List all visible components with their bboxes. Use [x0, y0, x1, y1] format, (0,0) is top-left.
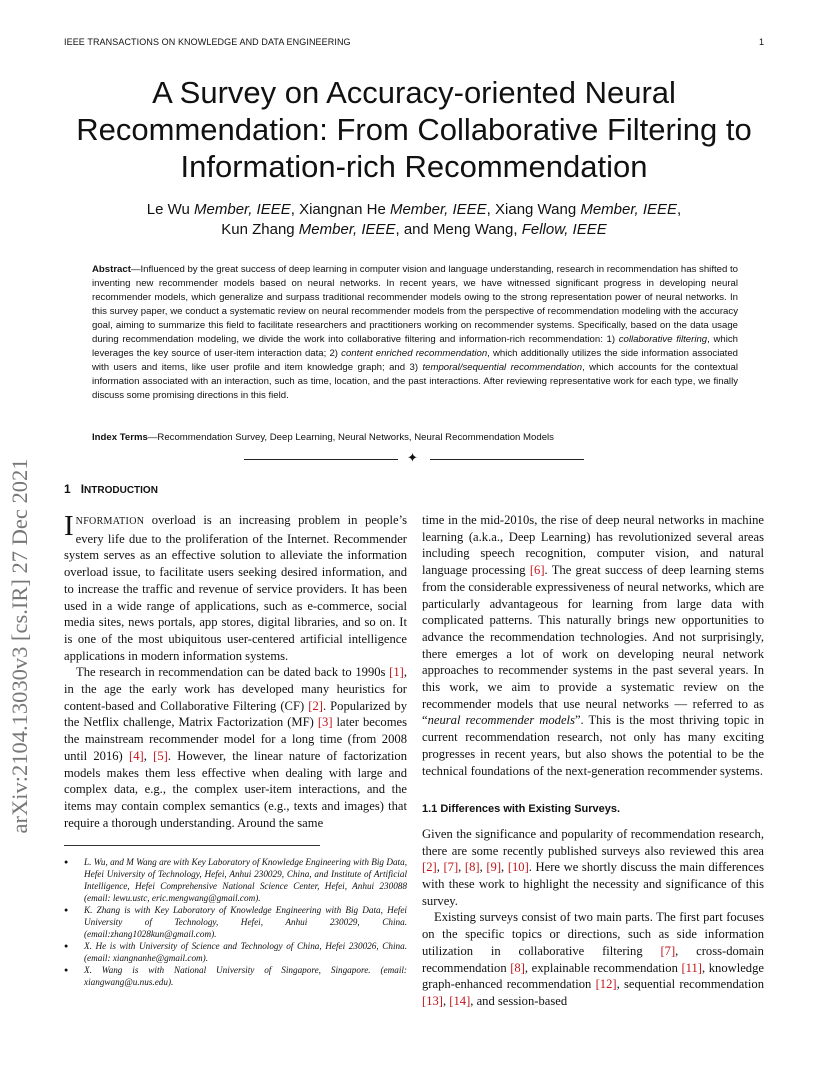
author-name: Xiang Wang: [495, 201, 581, 218]
paragraph: [422, 826, 764, 910]
paragraph: [64, 512, 407, 664]
paragraph-text: . However, the linear nature of factorization models makes them less effective when dealing with large and complex data, e.g., the complex user-item interactions, and the items may contain complex semantics (e.g., texts and images) that require a thorough understanding. Around the same: [64, 748, 408, 830]
paragraph-text: , cross-domain recommendation: [422, 943, 764, 975]
citation-link[interactable]: [7]: [443, 860, 459, 875]
author-list: Le Wu Member, IEEE, Xiangnan He Member, IEEE, Xiang Wang Member, IEEE, Kun Zhang Member, IEEE, and Meng Wang, Fellow, IEEE: [146, 201, 682, 238]
author-role: Member, IEEE: [389, 201, 487, 218]
citation-link[interactable]: [8]: [510, 960, 525, 975]
author-name: Kun Zhang: [221, 221, 299, 238]
citation-link[interactable]: [3]: [317, 715, 333, 730]
abstract-text: —Influenced by the great success of deep learning in computer vision and language understanding, research in recommendation has shifted to inventing new recommender models based on neural networks. In recent years, we have witnessed significant progress in developing neural recommender models, which generalize and surpass traditional recommender models owing to the strong representation power of neural networks. In this survey paper, we conduct a systematic review on neural recommender models from the perspective of recommendation modeling with the accuracy goal, aiming to summarize this field to facilitate researchers and practitioners working on recommender systems. Specifically, based on the data usage during recommendation modeling, we divide the work into collaborative filtering and information-rich recommendation: 1): [92, 264, 738, 345]
author-name: and Meng Wang,: [403, 221, 522, 238]
paragraph-text: Existing surveys consist of two main parts. The first part focuses on the specific topics or directions, such as side information utilization in collaborative filtering: [422, 910, 764, 958]
smallcaps-lead: NFORMATION: [75, 516, 145, 527]
paragraph: [422, 909, 764, 1009]
footnote-item: ● L. Wu, and M Wang are with Key Laboratory of Knowledge Engineering with Big Data, Hefei University of Technology, Hefei, Anhui 230029, China, and Institute of Artificial Intelligence, Hefei Comprehensive National Science Center, Hefei, Anhui 230088 (email: lewu.ustc, eric.mengwang@gmail.com).: [64, 856, 407, 904]
index-terms-label: Index Terms: [92, 432, 148, 443]
paragraph-text: ,: [442, 993, 450, 1008]
section-number: 1: [64, 482, 71, 496]
author-name: Xiangnan He: [299, 201, 390, 218]
abstract-emphasis: collaborative filtering: [618, 334, 708, 345]
citation-link[interactable]: [6]: [529, 563, 545, 578]
section-title: I: [80, 482, 85, 496]
paragraph: [422, 512, 764, 779]
paragraph-text: The research in recommendation can be dated back to 1990s: [76, 665, 390, 680]
citation-link[interactable]: [1]: [389, 665, 404, 680]
paragraph-text: Given the significance and popularity of recommendation research, there are some recently published surveys also reviewed this area: [422, 826, 764, 858]
citation-link[interactable]: [7]: [660, 943, 676, 958]
emphasis-text: neural recommender models: [427, 713, 575, 728]
paragraph-text: ,: [436, 860, 444, 875]
separator-line: [430, 459, 584, 460]
footnote-item: ● X. Wang is with National University of Singapore, Singapore. (email: xiangwang@u.nus.edu).: [64, 964, 407, 988]
citation-link[interactable]: [9]: [486, 860, 502, 875]
paragraph-text: . Popularized by the Netflix challenge, Matrix Factorization (MF): [64, 698, 407, 730]
citation-link[interactable]: [4]: [129, 748, 144, 763]
abstract-text: , which leverages the key source of user-item interaction data; 2): [92, 334, 738, 359]
subsection-heading: 1.1 Differences with Existing Surveys.: [422, 803, 621, 816]
section-title: NTRODUCTION: [84, 485, 158, 496]
citation-link[interactable]: [8]: [464, 860, 480, 875]
footnote-item: ● K. Zhang is with Key Laboratory of Knowledge Engineering with Big Data, Hefei University of Technology, Hefei, Anhui 230029, China.(email:zhang1028kun@gmail.com).: [64, 904, 407, 940]
paragraph-text: time in the mid-2010s, the rise of deep neural networks in machine learning (a.k.a., Deep Learning) has revolutionized several areas including speech recognition, computer vision, and natural language processing: [422, 513, 764, 578]
author-role: Member, IEEE: [298, 221, 396, 238]
separator-star-icon: ✦: [407, 450, 418, 465]
footnote-rule: [64, 845, 320, 846]
abstract-text: , which accounts for the contextual information associated with an interaction, such as time, location, and the past interactions. After reviewing representative work for each type, we finally discuss some promising directions in this field.: [92, 362, 738, 401]
dropcap: I: [64, 510, 74, 542]
paragraph-text: , sequential recommendation: [616, 977, 764, 992]
paragraph-text: overload is an increasing problem in people’s every life due to the proliferation of the Internet. Recommender system serves as an effective solution to alleviate the information overload issue, to facilitate users seeking desired information, and to increase the traffic and revenue of service providers. It has been used in a wide range of applications, such as e-commerce, social media sites, news portals, app stores, digital libraries, and so on. It is one of the most ubiquitous user-centered artificial intelligence applications in modern information systems.: [64, 513, 407, 663]
paper-title: A Survey on Accuracy-oriented Neural Recommendation: From Collaborative Filtering to Information-rich Recommendation: [76, 75, 752, 184]
arxiv-stamp-text: arXiv:2104.13030v3 [cs.IR] 27 Dec 2021: [7, 458, 32, 834]
citation-link[interactable]: [2]: [308, 698, 323, 713]
footnotes: [64, 856, 407, 988]
section-heading-introduction: [64, 482, 158, 496]
paragraph-text: , in the age the early work has developed many heuristics for content-based and Collaborative Filtering (CF): [64, 665, 407, 713]
right-column: [422, 512, 764, 1010]
citation-link[interactable]: [10]: [507, 860, 529, 875]
author-role: Fellow, IEEE: [521, 221, 607, 238]
author-role: Member, IEEE: [580, 201, 678, 218]
left-column: [64, 512, 407, 831]
paragraph-text: ,: [479, 860, 487, 875]
separator-line: [244, 459, 398, 460]
running-header: IEEE TRANSACTIONS ON KNOWLEDGE AND DATA ENGINEERING: [64, 37, 351, 47]
paragraph: [64, 664, 407, 831]
citation-link[interactable]: [2]: [422, 860, 437, 875]
paragraph-text: , explainable recommendation: [524, 960, 682, 975]
author-name: Le Wu: [146, 201, 195, 218]
paragraph-text: ,: [458, 860, 465, 875]
index-terms-text: —Recommendation Survey, Deep Learning, Neural Networks, Neural Recommendation Models: [147, 432, 554, 443]
citation-link[interactable]: [5]: [153, 748, 168, 763]
paragraph-text: ”. This is the most thriving topic in current recommendation research, not only has many exciting progresses in recent years, but also shows the potential to be the technical foundations of the next-generation recommender systems.: [422, 713, 764, 778]
paragraph-text: , and session-based: [470, 993, 568, 1008]
abstract: [92, 263, 738, 403]
paragraph-text: later becomes the mainstream recommender model for a long time (from 2008 until 2016): [64, 715, 408, 763]
section-separator: [244, 452, 584, 466]
paragraph-text: . The great success of deep learning stems from the considerable expressiveness of neural networks, which are particularly advantageous for learning from large data with complicated patterns. This naturally brings new opportunities to advance the recommendation technologies. And not surprisingly, there emerges a lot of work on developing neural network approaches to recommender systems in the past several years. In this work, we aim to provide a systematic review on the recommender models that use neural networks — referred to as “: [422, 563, 764, 728]
abstract-label: Abstract: [92, 264, 131, 275]
paragraph-text: , knowledge graph-enhanced recommendation: [422, 960, 764, 992]
paragraph-text: . Here we shortly discuss the main differences with these work to highlight the necessity and significance of this survey.: [422, 860, 765, 908]
paragraph-text: ,: [143, 748, 154, 763]
paragraph-text: ,: [501, 860, 508, 875]
abstract-emphasis: content enriched recommendation: [341, 348, 488, 359]
citation-link[interactable]: [14]: [449, 993, 471, 1008]
citation-link[interactable]: [11]: [681, 960, 702, 975]
abstract-text: , which additionally utilizes the side information associated with users and items, like user profile and item knowledge graph; and 3): [92, 348, 739, 373]
index-terms: [92, 431, 738, 445]
author-role: Member, IEEE: [194, 201, 291, 218]
citation-link[interactable]: [12]: [595, 977, 617, 992]
page-number: 1: [758, 37, 764, 47]
citation-link[interactable]: [13]: [422, 993, 443, 1008]
footnote-item: ● X. He is with University of Science and Technology of China, Hefei 230026, China. (email: xiangnanhe@gmail.com).: [64, 940, 407, 964]
abstract-emphasis: temporal/sequential recommendation: [422, 362, 583, 373]
